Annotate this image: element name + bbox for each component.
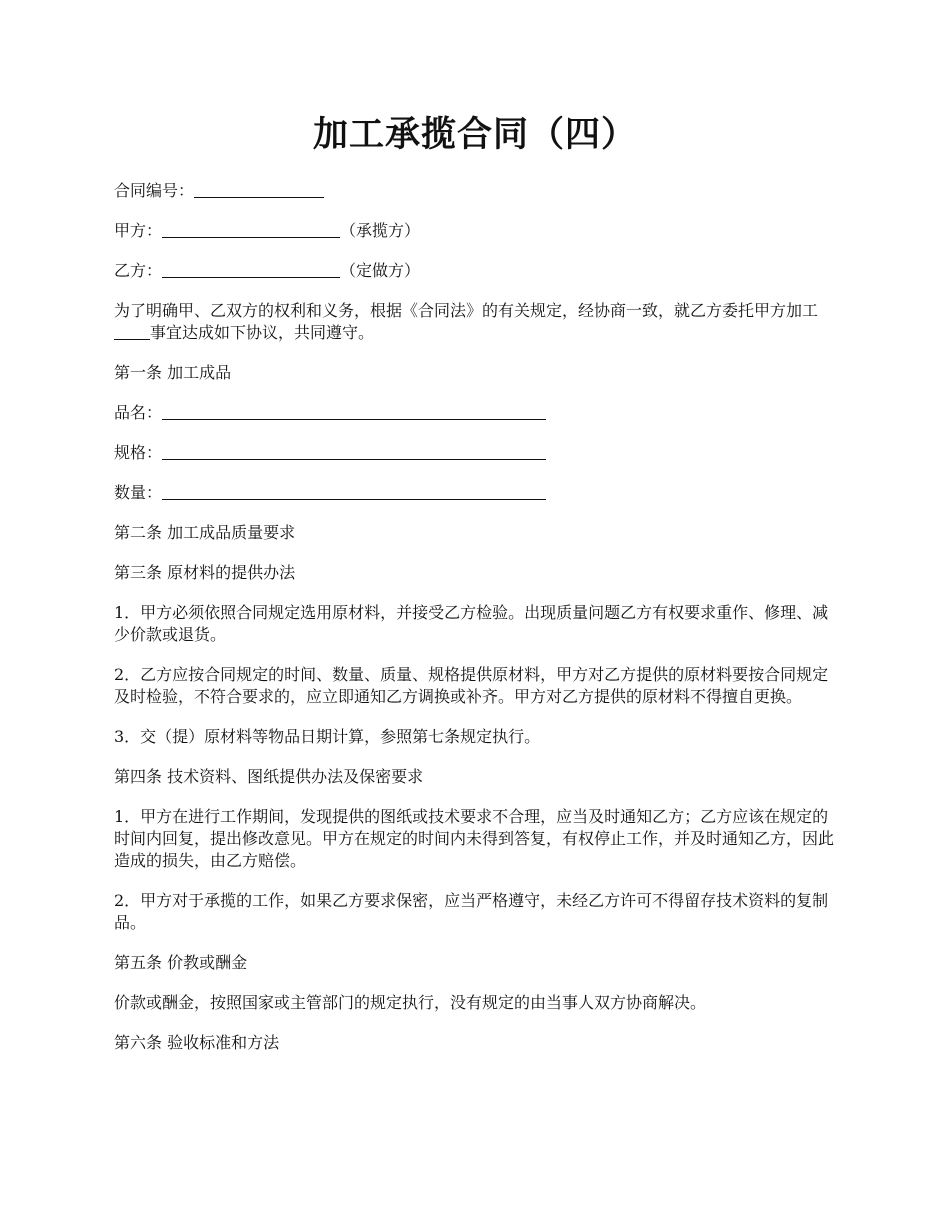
article-4-title: 第四条 技术资料、图纸提供办法及保密要求 (114, 767, 424, 786)
spec-blank (162, 443, 546, 460)
article-1-title: 第一条 加工成品 (114, 363, 232, 382)
article-4-paragraph-1: 1．甲方在进行工作期间，发现提供的图纸或技术要求不合理，应当及时通知乙方；乙方应该在规定的时间内回复，提出修改意见。甲方在规定的时间内未得到答复，有权停止工作，并及时通知乙方，因此造成的损失，由乙方赔偿。 (114, 807, 835, 870)
quantity-line (114, 482, 840, 504)
article-5-paragraph-1: 价款或酬金，按照国家或主管部门的规定执行，没有规定的由当事人双方协商解决。 (114, 993, 707, 1012)
party-a-blank (162, 221, 340, 238)
party-a-label: 甲方： (114, 221, 163, 240)
intro-paragraph (114, 300, 840, 344)
article-4-paragraph-2: 2．甲方对于承揽的工作，如果乙方要求保密，应当严格遵守，未经乙方许可不得留存技术资料的复制品。 (114, 891, 829, 932)
product-name-label: 品名： (114, 403, 163, 422)
product-name-line (114, 402, 840, 424)
intro-blank (114, 323, 150, 340)
quantity-blank (162, 483, 546, 500)
document-title: 加工承揽合同（四） (312, 114, 637, 155)
intro-text-part2: 事宜达成如下协议，共同遵守。 (150, 323, 375, 342)
contract-number-blank (194, 181, 324, 198)
product-name-blank (162, 403, 546, 420)
article-3-paragraph-3: 3．交（提）原材料等物品日期计算，参照第七条规定执行。 (114, 727, 541, 746)
party-a-line (114, 220, 840, 242)
party-b-line (114, 260, 840, 282)
document-body (114, 180, 840, 1072)
quantity-label: 数量： (114, 483, 163, 502)
article-3-paragraph-2: 2．乙方应按合同规定的时间、数量、质量、规格提供原材料，甲方对乙方提供的原材料要按合同规定及时检验，不符合要求的，应立即通知乙方调换或补齐。甲方对乙方提供的原材料不得擅自更换。 (114, 665, 829, 706)
contract-number-line (114, 180, 840, 202)
contract-number-label: 合同编号： (114, 181, 195, 200)
party-b-blank (162, 261, 340, 278)
party-a-role: （承揽方） (340, 221, 421, 240)
article-5-title: 第五条 价教或酬金 (114, 953, 248, 972)
article-3-title: 第三条 原材料的提供办法 (114, 563, 296, 582)
party-b-label: 乙方： (114, 261, 163, 280)
article-2-title: 第二条 加工成品质量要求 (114, 523, 296, 542)
intro-text-part1: 为了明确甲、乙双方的权利和义务，根据《合同法》的有关规定，经协商一致，就乙方委托甲方加工 (114, 301, 819, 320)
party-b-role: （定做方） (340, 261, 421, 280)
spec-line (114, 442, 840, 464)
article-3-paragraph-1: 1．甲方必须依照合同规定选用原材料，并接受乙方检验。出现质量问题乙方有权要求重作、修理、减少价款或退货。 (114, 603, 829, 644)
spec-label: 规格： (114, 443, 163, 462)
article-6-title: 第六条 验收标准和方法 (114, 1033, 280, 1052)
